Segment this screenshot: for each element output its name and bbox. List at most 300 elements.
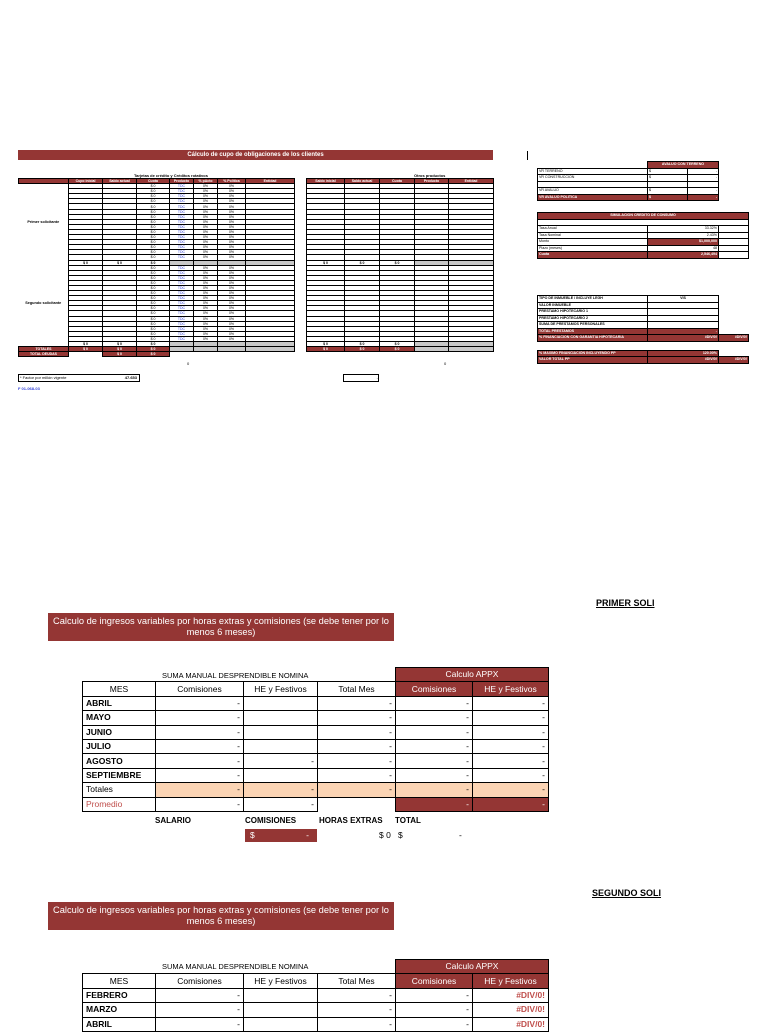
totales-row xyxy=(83,783,549,797)
politica-cell: 0% xyxy=(218,214,246,219)
producto-cell: TDC xyxy=(170,291,194,296)
inmueble-table xyxy=(537,295,749,364)
factor-value: 47.653 xyxy=(124,375,137,380)
pacto-cell: 0% xyxy=(194,235,218,240)
appx-comisiones-cell: - xyxy=(396,725,473,739)
month-row xyxy=(83,988,549,1002)
inmueble-label: TIPO DE INMUEBLE / INCLUYE LEGH xyxy=(538,296,648,303)
month-label: AGOSTO xyxy=(83,754,156,768)
subtotal-saldo: $ 0 xyxy=(103,260,137,265)
pacto-cell: 0% xyxy=(194,204,218,209)
avaluo-label: VR AVALUO POLITICA xyxy=(538,194,648,201)
column-header: Entidad xyxy=(246,179,295,184)
total-mes-cell: - xyxy=(318,739,396,753)
other-group-label: Otros productos xyxy=(414,173,446,178)
he-cell xyxy=(244,739,318,753)
totales-value: $ 0 xyxy=(137,347,170,352)
income-column-header: Total Mes xyxy=(318,974,396,988)
month-label: MARZO xyxy=(83,1003,156,1017)
cuota-cell: $ 0 xyxy=(137,270,170,275)
inmueble-label: PRESTAMO HIPOTECARIO 2 xyxy=(538,315,648,322)
calculo-appx-row xyxy=(83,960,549,974)
subtotal-cuota: $ 0 xyxy=(137,260,170,265)
producto-cell: TDC xyxy=(170,316,194,321)
blank xyxy=(170,352,194,357)
column-header: Saldo actual xyxy=(103,179,137,184)
tdc-table xyxy=(18,178,295,357)
column-header: Entidad xyxy=(449,179,494,184)
subtotal-cuota: $ 0 xyxy=(137,342,170,347)
politica-cell: 0% xyxy=(218,265,246,270)
totales-row xyxy=(307,347,494,352)
producto-cell: TDC xyxy=(170,199,194,204)
comisiones-cell: - xyxy=(156,725,244,739)
producto-cell: TDC xyxy=(170,285,194,290)
inmueble-label: % FINANCIACION CON GARANTIA HIPOTECARIA xyxy=(538,335,648,342)
month-row xyxy=(83,768,549,782)
totales-label: TOTALES xyxy=(19,347,69,352)
total-deudas-label: TOTAL DEUDAS xyxy=(19,352,69,357)
blank xyxy=(194,352,218,357)
pacto-cell: 0% xyxy=(194,265,218,270)
cuota-cell: $ 0 xyxy=(137,331,170,336)
comisiones-cell: - xyxy=(156,754,244,768)
total-deudas-row xyxy=(19,352,295,357)
politica-cell: 0% xyxy=(218,189,246,194)
producto-cell: TDC xyxy=(170,224,194,229)
income-column-header: Comisiones xyxy=(156,974,244,988)
cuota-cell: $ 0 xyxy=(137,194,170,199)
he-cell xyxy=(244,725,318,739)
total-pp-value2: #DIV/0! xyxy=(719,357,749,364)
cuota-cell: $ 0 xyxy=(137,245,170,250)
simulacion-label: Tasa Anual xyxy=(538,226,648,233)
calculo-appx-header: Calculo APPX xyxy=(396,668,549,682)
month-label: ABRIL xyxy=(83,696,156,710)
horas-extras-label: HORAS EXTRAS xyxy=(319,816,383,825)
month-row xyxy=(83,1017,549,1031)
factor-label: * Factor por millón vigente xyxy=(20,375,67,380)
politica-cell: 0% xyxy=(218,321,246,326)
he-cell xyxy=(244,696,318,710)
appx-comisiones-cell: - xyxy=(396,754,473,768)
subtotal-value: $ 0 xyxy=(345,342,380,347)
producto-cell: TDC xyxy=(170,235,194,240)
section2-suma-manual: SUMA MANUAL DESPRENDIBLE NOMINA xyxy=(162,962,309,971)
max-financiacion-value: 120.00% xyxy=(648,350,719,357)
total-mes-cell: - xyxy=(318,988,396,1002)
avaluo-row xyxy=(538,194,719,201)
comisiones-cur: $ xyxy=(250,830,255,840)
pacto-cell: 0% xyxy=(194,280,218,285)
pacto-cell: 0% xyxy=(194,224,218,229)
comisiones-label: COMISIONES xyxy=(245,816,297,825)
blank xyxy=(156,668,244,682)
month-row xyxy=(83,1003,549,1017)
zero-right: 0 xyxy=(444,361,447,366)
income-column-header: Comisiones xyxy=(396,974,473,988)
appx-comisiones-cell: - xyxy=(396,696,473,710)
pacto-cell: 0% xyxy=(194,189,218,194)
subtotal-value: $ 0 xyxy=(380,342,415,347)
producto-cell: TDC xyxy=(170,280,194,285)
politica-cell: 0% xyxy=(218,326,246,331)
producto-cell: TDC xyxy=(170,321,194,326)
producto-cell: TDC xyxy=(170,336,194,341)
producto-cell: TDC xyxy=(170,311,194,316)
calculo-appx-header: Calculo APPX xyxy=(396,960,549,974)
subtotal-value: $ 0 xyxy=(345,260,380,265)
appx-he-cell: - xyxy=(473,725,549,739)
pacto-cell: 0% xyxy=(194,306,218,311)
producto-cell: TDC xyxy=(170,189,194,194)
cuota-cell: $ 0 xyxy=(137,280,170,285)
producto-cell: TDC xyxy=(170,219,194,224)
max-financiacion-label: % MAXIMO FINANCIACIÓN INCLUYENDO PP xyxy=(538,350,648,357)
producto-cell: TDC xyxy=(170,184,194,189)
total-pp-label: VALOR TOTAL PP xyxy=(538,357,648,364)
total-mes-cell: - xyxy=(318,1017,396,1031)
totales-value: - xyxy=(244,783,318,797)
month-label: ABRIL xyxy=(83,1017,156,1031)
appx-he-cell: - xyxy=(473,768,549,782)
producto-cell: TDC xyxy=(170,326,194,331)
totales-appx-value: - xyxy=(473,783,549,797)
producto-cell: TDC xyxy=(170,245,194,250)
total-mes-cell: - xyxy=(318,1003,396,1017)
pacto-cell: 0% xyxy=(194,194,218,199)
totales-value: $ 0 xyxy=(69,347,103,352)
promedio-row xyxy=(83,797,549,811)
politica-cell: 0% xyxy=(218,296,246,301)
appx-he-error-cell: #DIV/0! xyxy=(473,988,549,1002)
simulacion-value: 48 xyxy=(648,245,719,252)
subtotal-cupo: $ 0 xyxy=(69,260,103,265)
appx-comisiones-cell: - xyxy=(396,711,473,725)
pacto-cell: 0% xyxy=(194,270,218,275)
politica-cell: 0% xyxy=(218,224,246,229)
producto-cell: TDC xyxy=(170,250,194,255)
cuota-cell: $ 0 xyxy=(137,296,170,301)
cuota-cell: $ 0 xyxy=(137,321,170,326)
comisiones-cell: - xyxy=(156,696,244,710)
promedio-appx-comisiones: - xyxy=(396,797,473,811)
header-row xyxy=(307,179,494,184)
cuota-cell: $ 0 xyxy=(137,229,170,234)
month-row xyxy=(83,754,549,768)
simulacion-label: Plazo (meses) xyxy=(538,245,648,252)
inmueble-value: VIS xyxy=(648,296,719,303)
avaluo-currency: $ xyxy=(648,188,688,195)
producto-cell: TDC xyxy=(170,275,194,280)
politica-cell: 0% xyxy=(218,280,246,285)
producto-cell: TDC xyxy=(170,296,194,301)
cuota-cell: $ 0 xyxy=(137,306,170,311)
appx-comisiones-cell: - xyxy=(396,1017,473,1031)
column-header: Saldo inicial xyxy=(307,179,345,184)
month-label: JULIO xyxy=(83,739,156,753)
total-mes-cell: - xyxy=(318,754,396,768)
inmueble-label: PRESTAMO HIPOTECARIO 1 xyxy=(538,309,648,316)
avaluo-currency: $ xyxy=(648,194,688,201)
politica-cell: 0% xyxy=(218,275,246,280)
cuota-cell: $ 0 xyxy=(137,326,170,331)
section1-title: PRIMER SOLI xyxy=(596,598,655,608)
column-header: Producto xyxy=(170,179,194,184)
section2-banner xyxy=(48,902,394,930)
blank xyxy=(246,352,295,357)
factor-box xyxy=(18,374,140,382)
inmueble-label: TOTAL PRESTAMOS xyxy=(538,328,648,335)
section2-banner-text: Calculo de ingresos variables por horas extras y comisiones (se debe tener por lo menos 6 meses) xyxy=(53,905,389,926)
subtotal-value: $ 0 xyxy=(307,260,345,265)
producto-cell: TDC xyxy=(170,255,194,260)
income-column-header: HE y Festivos xyxy=(244,682,318,696)
section1-banner-text: Calculo de ingresos variables por horas extras y comisiones (se debe tener por lo menos 6 meses) xyxy=(53,616,389,637)
comisiones-cell: - xyxy=(156,1003,244,1017)
producto-cell: TDC xyxy=(170,194,194,199)
cuota-cell: $ 0 xyxy=(137,311,170,316)
promedio-appx-he: - xyxy=(473,797,549,811)
pacto-cell: 0% xyxy=(194,199,218,204)
simulacion-label: Tasa Nominal xyxy=(538,232,648,239)
section2-table xyxy=(82,959,549,1032)
appx-he-cell: - xyxy=(473,754,549,768)
politica-cell: 0% xyxy=(218,235,246,240)
politica-cell: 0% xyxy=(218,229,246,234)
cuota-cell: $ 0 xyxy=(137,209,170,214)
total-cur: $ xyxy=(398,830,403,840)
comisiones-value xyxy=(245,829,317,842)
column-header: % Política xyxy=(218,179,246,184)
totales-value: $ 0 xyxy=(380,347,415,352)
politica-cell: 0% xyxy=(218,184,246,189)
avaluo-label: VR CONSTRUCCION xyxy=(538,175,648,182)
income-column-header: Comisiones xyxy=(156,682,244,696)
totales-value: - xyxy=(318,783,396,797)
avaluo-header: AVALUO CON TERRENO xyxy=(648,162,719,169)
politica-cell: 0% xyxy=(218,250,246,255)
totales-value: - xyxy=(156,783,244,797)
cuota-cell: $ 0 xyxy=(137,204,170,209)
pacto-cell: 0% xyxy=(194,255,218,260)
income-column-header: Comisiones xyxy=(396,682,473,696)
pacto-cell: 0% xyxy=(194,275,218,280)
politica-cell: 0% xyxy=(218,311,246,316)
comisiones-cell: - xyxy=(156,711,244,725)
comisiones-cell: - xyxy=(156,1017,244,1031)
total-deudas-value: $ 0 xyxy=(103,352,137,357)
pacto-cell: 0% xyxy=(194,214,218,219)
inmueble-value: #DIV/0! xyxy=(648,335,719,342)
other-products-table xyxy=(306,178,494,352)
total-deudas-cuota: $ 0 xyxy=(137,352,170,357)
month-label: MAYO xyxy=(83,711,156,725)
income-column-header: MES xyxy=(83,974,156,988)
politica-cell: 0% xyxy=(218,331,246,336)
cuota-cell: $ 0 xyxy=(137,184,170,189)
subtotal-saldo: $ 0 xyxy=(103,342,137,347)
politica-cell: 0% xyxy=(218,306,246,311)
total-mes-cell: - xyxy=(318,696,396,710)
appx-he-cell: - xyxy=(473,711,549,725)
simulacion-value: 2,546,494 xyxy=(648,252,719,259)
simulacion-value: 2.43% xyxy=(648,232,719,239)
totales-value: $ 0 xyxy=(345,347,380,352)
month-row xyxy=(83,711,549,725)
totales-value: $ 0 xyxy=(307,347,345,352)
total-mes-cell: - xyxy=(318,711,396,725)
salario-label: SALARIO xyxy=(155,816,191,825)
income-column-header: HE y Festivos xyxy=(473,974,549,988)
zero-left: 0 xyxy=(187,361,190,366)
producto-cell: TDC xyxy=(170,214,194,219)
blank xyxy=(318,960,396,974)
politica-cell: 0% xyxy=(218,209,246,214)
politica-cell: 0% xyxy=(218,194,246,199)
pacto-cell: 0% xyxy=(194,336,218,341)
promedio-he: - xyxy=(244,797,318,811)
avaluo-label: VR AVALUO xyxy=(538,188,648,195)
applicant-label: Segundo solicitante xyxy=(25,301,62,306)
month-row xyxy=(83,696,549,710)
producto-cell: TDC xyxy=(170,265,194,270)
blank xyxy=(244,668,318,682)
simulacion-value: $1,000,000 xyxy=(648,239,719,246)
politica-cell: 0% xyxy=(218,301,246,306)
column-header: % pActo xyxy=(194,179,218,184)
appx-comisiones-cell: - xyxy=(396,1003,473,1017)
obligations-title: Cálculo de cupo de obligaciones de los clientes xyxy=(18,150,493,160)
cuota-cell: $ 0 xyxy=(137,316,170,321)
cuota-cell: $ 0 xyxy=(137,250,170,255)
totales-label: Totales xyxy=(83,783,156,797)
section1-banner xyxy=(48,613,394,641)
pacto-cell: 0% xyxy=(194,240,218,245)
inmueble-value: - xyxy=(648,328,719,335)
cuota-cell: $ 0 xyxy=(137,214,170,219)
subtotal-cupo: $ 0 xyxy=(69,342,103,347)
cuota-cell: $ 0 xyxy=(137,336,170,341)
income-column-header: HE y Festivos xyxy=(244,974,318,988)
avaluo-value: - xyxy=(688,188,719,195)
total-dash: - xyxy=(459,830,462,840)
total-label: TOTAL xyxy=(395,816,421,825)
producto-cell: TDC xyxy=(170,229,194,234)
pacto-cell: 0% xyxy=(194,331,218,336)
pacto-cell: 0% xyxy=(194,321,218,326)
simulacion-value: 33.32% xyxy=(648,226,719,233)
subtotal-value: $ 0 xyxy=(380,260,415,265)
politica-cell: 0% xyxy=(218,270,246,275)
he-cell xyxy=(244,1003,318,1017)
pacto-cell: 0% xyxy=(194,285,218,290)
politica-cell: 0% xyxy=(218,199,246,204)
promedio-label: Promedio xyxy=(83,797,156,811)
section1-suma-manual: SUMA MANUAL DESPRENDIBLE NOMINA xyxy=(162,671,309,680)
cuota-cell: $ 0 xyxy=(137,219,170,224)
factor-dash-value: - xyxy=(376,375,378,380)
avaluo-currency: $ xyxy=(648,175,688,182)
politica-cell: 0% xyxy=(218,291,246,296)
simulacion-table xyxy=(537,212,749,259)
column-header: Cuota xyxy=(380,179,415,184)
inmueble-value2: #DIV/0! xyxy=(719,335,749,342)
inmueble-label: SUMA DE PRESTAMOS PERSONALES xyxy=(538,322,648,329)
avaluo-value: - xyxy=(688,168,719,175)
blank xyxy=(69,352,103,357)
cuota-cell: $ 0 xyxy=(137,224,170,229)
pacto-cell: 0% xyxy=(194,326,218,331)
income-column-header: HE y Festivos xyxy=(473,682,549,696)
simulacion-header: SIMULACION CREDITO DE CONSUMO xyxy=(538,213,749,220)
comisiones-dash: - xyxy=(306,830,309,840)
politica-cell: 0% xyxy=(218,204,246,209)
subtotal-value: $ 0 xyxy=(307,342,345,347)
cuota-cell: $ 0 xyxy=(137,275,170,280)
totales-appx-value: - xyxy=(396,783,473,797)
calculo-appx-row xyxy=(83,668,549,682)
appx-he-cell: - xyxy=(473,696,549,710)
appx-he-error-cell: #DIV/0! xyxy=(473,1003,549,1017)
appx-he-error-cell: #DIV/0! xyxy=(473,1017,549,1031)
politica-cell: 0% xyxy=(218,240,246,245)
avaluo-value: - xyxy=(688,194,719,201)
politica-cell: 0% xyxy=(218,245,246,250)
month-label: SEPTIEMBRE xyxy=(83,768,156,782)
producto-cell: TDC xyxy=(170,270,194,275)
producto-cell: TDC xyxy=(170,240,194,245)
month-row xyxy=(83,739,549,753)
spacer xyxy=(538,341,749,350)
appx-comisiones-cell: - xyxy=(396,988,473,1002)
cuota-cell: $ 0 xyxy=(137,285,170,290)
cuota-cell: $ 0 xyxy=(137,189,170,194)
simulacion-label: Cuota xyxy=(538,252,648,259)
tdc-group-label: Tarjetas de crédito y Créditos rotativos xyxy=(134,173,208,178)
month-row xyxy=(83,725,549,739)
he-cell xyxy=(244,768,318,782)
income-header-row xyxy=(83,682,549,696)
pacto-cell: 0% xyxy=(194,209,218,214)
promedio-comisiones: - xyxy=(156,797,244,811)
pacto-cell: 0% xyxy=(194,291,218,296)
column-header: Saldo actual xyxy=(345,179,380,184)
month-label: JUNIO xyxy=(83,725,156,739)
cursor-mark xyxy=(527,151,528,160)
producto-cell: TDC xyxy=(170,331,194,336)
politica-cell: 0% xyxy=(218,219,246,224)
factor-dash xyxy=(343,374,379,382)
total-mes-cell: - xyxy=(318,768,396,782)
politica-cell: 0% xyxy=(218,285,246,290)
income-column-header: Total Mes xyxy=(318,682,396,696)
producto-cell: TDC xyxy=(170,204,194,209)
comisiones-cell: - xyxy=(156,768,244,782)
blank xyxy=(719,252,749,259)
total-pp-value: #DIV/0! xyxy=(648,357,719,364)
blank xyxy=(318,668,396,682)
blank xyxy=(83,668,156,682)
cuota-cell: $ 0 xyxy=(137,199,170,204)
totales-gray xyxy=(415,347,449,352)
blank xyxy=(318,797,396,811)
cuota-cell: $ 0 xyxy=(137,301,170,306)
blank xyxy=(244,960,318,974)
total-pp-row xyxy=(538,357,749,364)
inmueble-label: VALOR INMUEBLE xyxy=(538,302,648,309)
producto-cell: TDC xyxy=(170,209,194,214)
